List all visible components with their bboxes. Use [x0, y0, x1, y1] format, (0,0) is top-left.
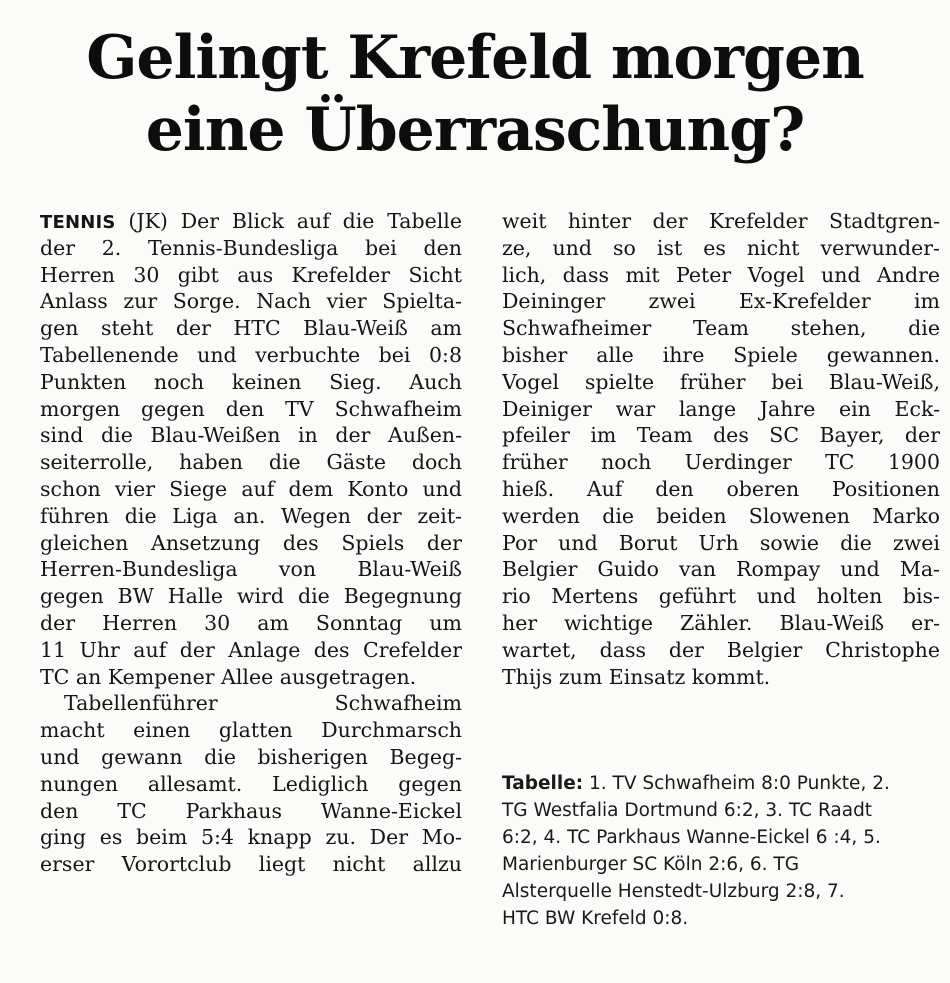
article-line: macht einen glatten Durchmarsch: [40, 718, 462, 743]
article-first-line: [40, 208, 462, 235]
article-line: der 2. Tennis-Bundesliga bei den: [40, 235, 462, 260]
headline-line-1: Gelingt Krefeld morgen: [86, 23, 864, 93]
article-line: TC an Kempener Allee ausgetragen.: [40, 664, 417, 689]
article-line: Herren-Bundesliga von Blau-Weiß: [40, 557, 462, 582]
headline: [20, 22, 930, 166]
article-line: Tabellenende und verbuchte bei 0:8: [40, 342, 462, 367]
article-line: Thijs zum Einsatz kommt.: [502, 664, 771, 689]
standings-line: 6:2, 4. TC Parkhaus Wanne-Eickel 6 :4, 5.: [502, 827, 881, 848]
article-kicker: TENNIS: [40, 212, 116, 233]
article-line: seiterrolle, haben die Gäste doch: [40, 450, 462, 475]
standings-first-line: [502, 770, 932, 797]
article-line: 11 Uhr auf der Anlage des Crefelder: [40, 637, 462, 662]
article-line: lich, dass mit Peter Vogel und Andre: [502, 262, 940, 287]
standings-line: HTC BW Krefeld 0:8.: [502, 908, 689, 929]
standings-label: Tabelle:: [502, 773, 584, 794]
article-line: ging es beim 5:4 knapp zu. Der Mo-: [40, 825, 462, 850]
article-line: Tabellenführer Schwafheim: [64, 691, 462, 716]
article-line: morgen gegen den TV Schwafheim: [40, 396, 462, 421]
standings-line: TG Westfalia Dortmund 6:2, 3. TC Raadt: [502, 800, 873, 821]
article-line: ze, und so ist es nicht verwunder-: [502, 235, 940, 260]
standings-line: Alsterquelle Henstedt-Ulzburg 2:8, 7.: [502, 881, 845, 902]
article-line: Deininger zwei Ex-Krefelder im: [502, 289, 940, 314]
article-line: erser Vorortclub liegt nicht allzu: [40, 852, 462, 877]
article-line: Belgier Guido van Rompay und Ma-: [502, 557, 940, 582]
article-line: sind die Blau-Weißen in der Außen-: [40, 423, 462, 448]
standings-first-line-text: 1. TV Schwafheim 8:0 Punkte, 2.: [583, 773, 890, 794]
article-line: bisher alle ihre Spiele gewannen.: [502, 342, 940, 367]
article-line: pfeiler im Team des SC Bayer, der: [502, 423, 940, 448]
article-line: gegen BW Halle wird die Begegnung: [40, 584, 462, 609]
article-line: Schwafheimer Team stehen, die: [502, 316, 940, 341]
article-line: her wichtige Zähler. Blau-Weiß er-: [502, 610, 940, 635]
article-line: gen steht der HTC Blau-Weiß am: [40, 316, 462, 341]
article-line: gleichen Ansetzung des Spiels der: [40, 530, 462, 555]
standings-box: [502, 770, 932, 932]
article-line: rio Mertens geführt und holten bis-: [502, 584, 940, 609]
article-line: Deiniger war lange Jahre ein Eck-: [502, 396, 940, 421]
article-line: den TC Parkhaus Wanne-Eickel: [40, 798, 462, 823]
article-line: und gewann die bisherigen Begeg-: [40, 744, 462, 769]
article-line: nungen allesamt. Lediglich gegen: [40, 771, 462, 796]
article-line: der Herren 30 am Sonntag um: [40, 610, 462, 635]
headline-line-2: eine Überraschung?: [145, 95, 805, 165]
article-column-left: [40, 208, 462, 878]
article-line: Por und Borut Urh sowie die zwei: [502, 530, 940, 555]
article-line: hieß. Auf den oberen Positionen: [502, 476, 940, 501]
article-first-line-text: (JK) Der Blick auf die Tabelle: [115, 209, 462, 233]
article-column-right: [502, 208, 940, 690]
article-line: wartet, dass der Belgier Christophe: [502, 637, 940, 662]
article-line: Anlass zur Sorge. Nach vier Spielta-: [40, 289, 462, 314]
article-line: früher noch Uerdinger TC 1900: [502, 450, 940, 475]
article-line: Vogel spielte früher bei Blau-Weiß,: [502, 369, 940, 394]
article-line: Punkten noch keinen Sieg. Auch: [40, 369, 462, 394]
article-line: Herren 30 gibt aus Krefelder Sicht: [40, 262, 462, 287]
article-line: schon vier Siege auf dem Konto und: [40, 476, 462, 501]
article-line: führen die Liga an. Wegen der zeit-: [40, 503, 462, 528]
standings-line: Marienburger SC Köln 2:6, 6. TG: [502, 854, 800, 875]
article-line: weit hinter der Krefelder Stadtgren-: [502, 209, 940, 233]
article-line: werden die beiden Slowenen Marko: [502, 503, 940, 528]
